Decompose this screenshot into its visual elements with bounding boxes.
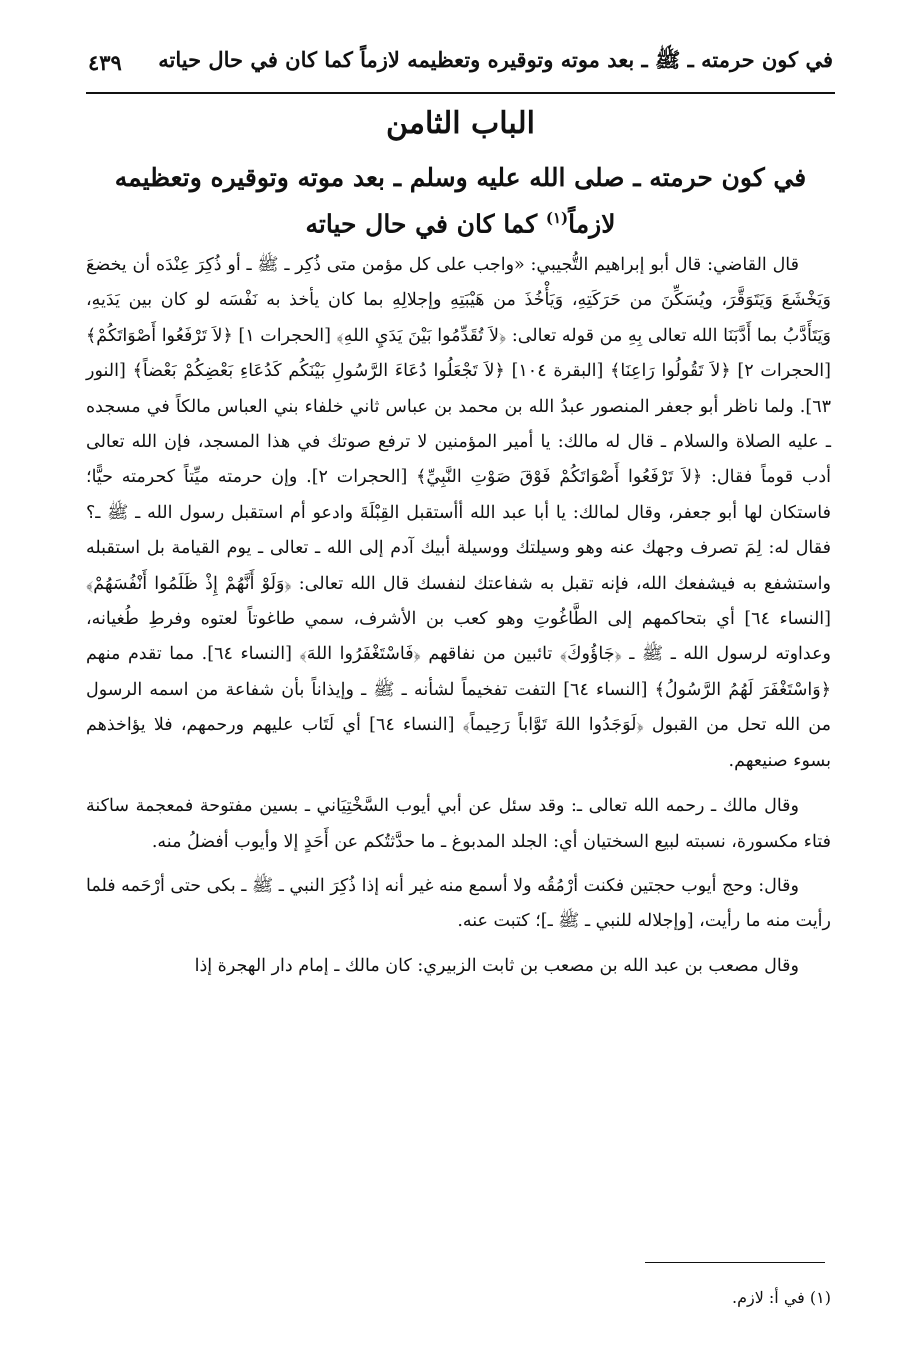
chapter-title: الباب الثامن [386,106,535,141]
chapter-subtitle-line-2 [100,198,821,244]
chapter-subtitle [100,158,821,244]
paragraph: وقال مالك ـ رحمه الله تعالى ـ: وقد سئل عن أبي أيوب السَّخْتِيَاني ـ بسين مفتوحة فمعجمة ساكنة فتاء مكسورة، نسبته لبيع السختيان أي: الجلد المدبوغ ـ ما حدَّثتُكم عن أَحَدٍ إلا وأيوب أفضلُ منه. [86,796,831,852]
running-head-title: في كون حرمته ـ ﷺ ـ بعد موته وتوقيره وتعظيمه لازماً كما كان في حال حياته [158,46,833,72]
paragraph: قال القاضي: قال أبو إبراهيم التُّجيبي: «واجب على كل مؤمن متى ذُكِر ـ ﷺ ـ أو ذُكِرَ عِنْدَه أن يخضعَ وَيَخْشَعَ وَيَتَوَقَّرَ، ويُسَكِّنَ من حَرَكَتِهِ، وَيَأْخُذَ من هَيْبَتِهِ وإجلالِهِ بما كان يأخذ به نَفْسَه لو كان بين يَدَيهِ، وَيَتَأَدَّبُ بما أَدَّبَنَا الله تعالى بِهِ من قوله تعالى: ﴿لاَ تُقَدِّمُوا بَيْنَ يَدَيِ اللهِ﴾ [الحجرات ١] ﴿لاَ تَرْفَعُوا أَصْوَاتَكُمْ﴾ [الحجرات ٢] ﴿لاَ تَقُولُوا رَاعِنَا﴾ [البقرة ١٠٤] ﴿لاَ تَجْعَلُوا دُعَاءَ الرَّسُولِ بَيْنَكُم كَدُعَاءِ بَعْضِكُمْ بَعْضاً﴾ [النور ٦٣]. ولما ناظر أبو جعفر المنصور عبدُ الله بن محمد بن عباس ثاني خلفاء بني العباس مالكاً في مسجده ـ عليه الصلاة والسلام ـ قال له مالك: يا أمير المؤمنين لا ترفع صوتك في هذا المسجد، فإن الله تعالى أدب قوماً فقال: ﴿لاَ تَرْفَعُوا أَصْوَاتَكُمْ فَوْقَ صَوْتِ النَّبِيِّ﴾ [الحجرات ٢]. وإن حرمته ميِّتاً كحرمته حيًّا؛ فاستكان لها أبو جعفر، وقال لمالك: يا أبا عبد الله أأستقبل القِبْلَةَ وادعو أم استقبل رسول الله ـ ﷺ ـ؟ فقال له: لِمَ تصرف وجهك عنه وهو وسيلتك ووسيلة أبيك آدم إلى الله ـ تعالى ـ يوم القيامة بل استقبله واستشفع به فيشفعك الله، فإنه تقبل به شفاعتك لنفسك قال الله تعالى: ﴿وَلَوْ أَنَّهُمْ إِذْ ظَلَمُوا أَنْفُسَهُمْ﴾ [النساء ٦٤] أي بتحاكمهم إلى الطَّاغُوتِ وهو كعب بن الأشرف، سمي طاغوتاً لعتوه وفرطِ طُغيانه، وعداوته لرسول الله ـ ﷺ ـ ﴿جَاؤُوكَ﴾ تائبين من نفاقهم ﴿فَاسْتَغْفَرُوا اللهَ﴾ [النساء ٦٤]. مما تقدم منهم ﴿وَاسْتَغْفَرَ لَهُمُ الرَّسُولُ﴾ [النساء ٦٤] التفت تفخيماً لشأنه ـ ﷺ ـ وإيذاناً بأن شفاعة من اسمه الرسول من الله تحل من القبول ﴿لَوَجَدُوا اللهَ تَوَّاباً رَحِيماً﴾ [النساء ٦٤] أي لَتَاب عليهم ورحمهم، فلا يؤاخذهم بسوء صنيعهم. [86,255,831,771]
footnote-rule [645,1262,825,1263]
page-number: ٤٣٩ [88,49,122,75]
subtitle-word: لازماً [568,209,616,239]
paragraph: وقال: وحج أيوب حجتين فكنت أرْمُقُه ولا أسمع منه غير أنه إذا ذُكِرَ النبي ـ ﷺ ـ بكى حتى أرْحَمه فلما رأيت منه ما رأيت، [وإجلاله للنبي ـ ﷺ ـ]؛ كتبت عنه. [86,875,831,932]
footnote-marker: (١) [545,209,569,227]
header-rule [86,92,835,94]
paragraph: وقال مصعب بن عبد الله بن مصعب بن ثابت الزبيري: كان مالك ـ إمام دار الهجرة إذا [194,955,799,976]
subtitle-rest: كما كان في حال حياته [305,209,546,239]
running-head [88,40,833,84]
body-text [86,248,831,993]
footnote: (١) في أ: لازم. [731,1288,831,1307]
chapter-subtitle-line-1: في كون حرمته ـ صلى الله عليه وسلم ـ بعد موته وتوقيره وتعظيمه [114,163,807,192]
